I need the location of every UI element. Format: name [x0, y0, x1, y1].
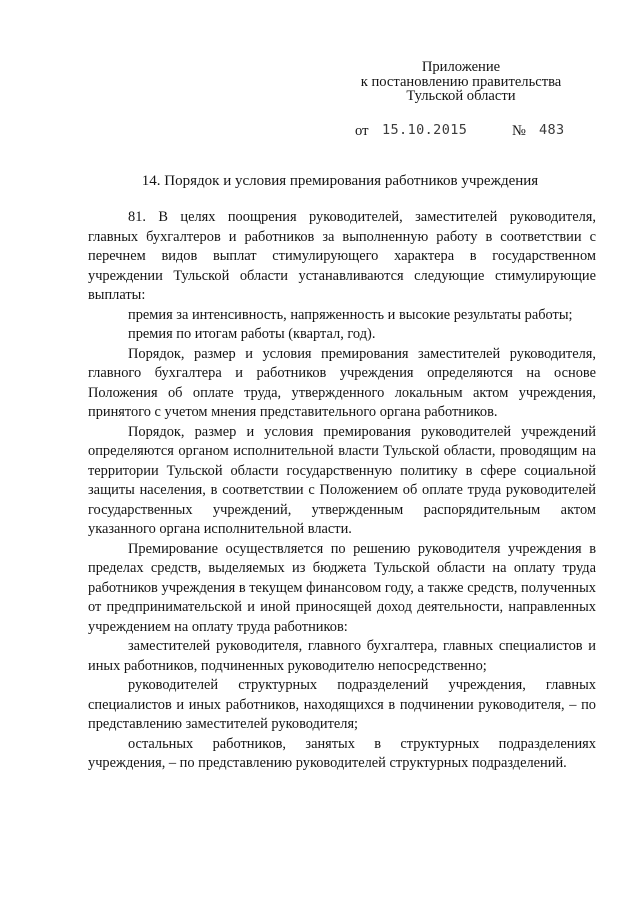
paragraph-heads-bonus-procedure: Порядок, размер и условия премирования руководителей учреждений определяются органом исполнительной власти Тульской области, проводящим на территории Тульской области государственную политику в сфере социальной защиты населения, в соответствии с Положением об оплате труда руководителей государственных учреждений, утвержденным распорядительным актом указанного органа исполнительной власти.: [88, 423, 596, 537]
date-label: от: [355, 123, 369, 139]
decree-date: 15.10.2015: [382, 122, 468, 138]
appendix-header: [345, 60, 577, 104]
number-label: №: [512, 123, 526, 139]
list-item-unit-heads: руководителей структурных подразделений учреждения, главных специалистов и иных работников, находящихся в подчинении руководителя, – по представлению заместителей руководителя;: [88, 677, 596, 732]
list-item-other-employees: остальных работников, занятых в структурных подразделениях учреждения, – по представлению руководителей структурных подразделений.: [88, 735, 596, 771]
list-item-bonus-intensity: премия за интенсивность, напряженность и высокие результаты работы;: [128, 306, 573, 323]
list-item-bonus-period-results: премия по итогам работы (квартал, год).: [128, 326, 376, 342]
paragraph-bonus-funding: Премирование осуществляется по решению руководителя учреждения в пределах средств, выделяемых из бюджета Тульской области на оплату труда работников учреждения в текущем финансовом году, а также средств, полученных от предпринимательской и иной приносящей доход деятельности, направленных учреждением на оплату труда работников:: [88, 540, 596, 635]
appendix-decree-reference: к постановлению правительства: [360, 73, 562, 90]
section-title: 14. Порядок и условия премирования работников учреждения: [141, 173, 539, 189]
appendix-region: Тульской области: [406, 88, 516, 104]
decree-number: 483: [539, 122, 565, 138]
list-item-deputies: заместителей руководителя, главного бухгалтера, главных специалистов и иных работников, подчиненных руководителю непосредственно;: [88, 638, 596, 674]
paragraph-deputies-bonus-procedure: Порядок, размер и условия премирования заместителей руководителя, главного бухгалтера и работников учреждения определяются на основе Положения об оплате труда, утвержденного локальным актом учреждения, принятого с учетом мнения представительного органа работников.: [88, 345, 596, 420]
paragraph-81: 81. В целях поощрения руководителей, заместителей руководителя, главных бухгалтеров и работников за выполненную работу в соответствии с перечнем видов выплат стимулирующего характера в государственном учреждении Тульской области устанавливаются следующие стимулирующие выплаты:: [88, 209, 596, 303]
appendix-title: Приложение: [421, 59, 501, 75]
decree-date-number: [0, 122, 640, 142]
document-body: [88, 208, 596, 774]
